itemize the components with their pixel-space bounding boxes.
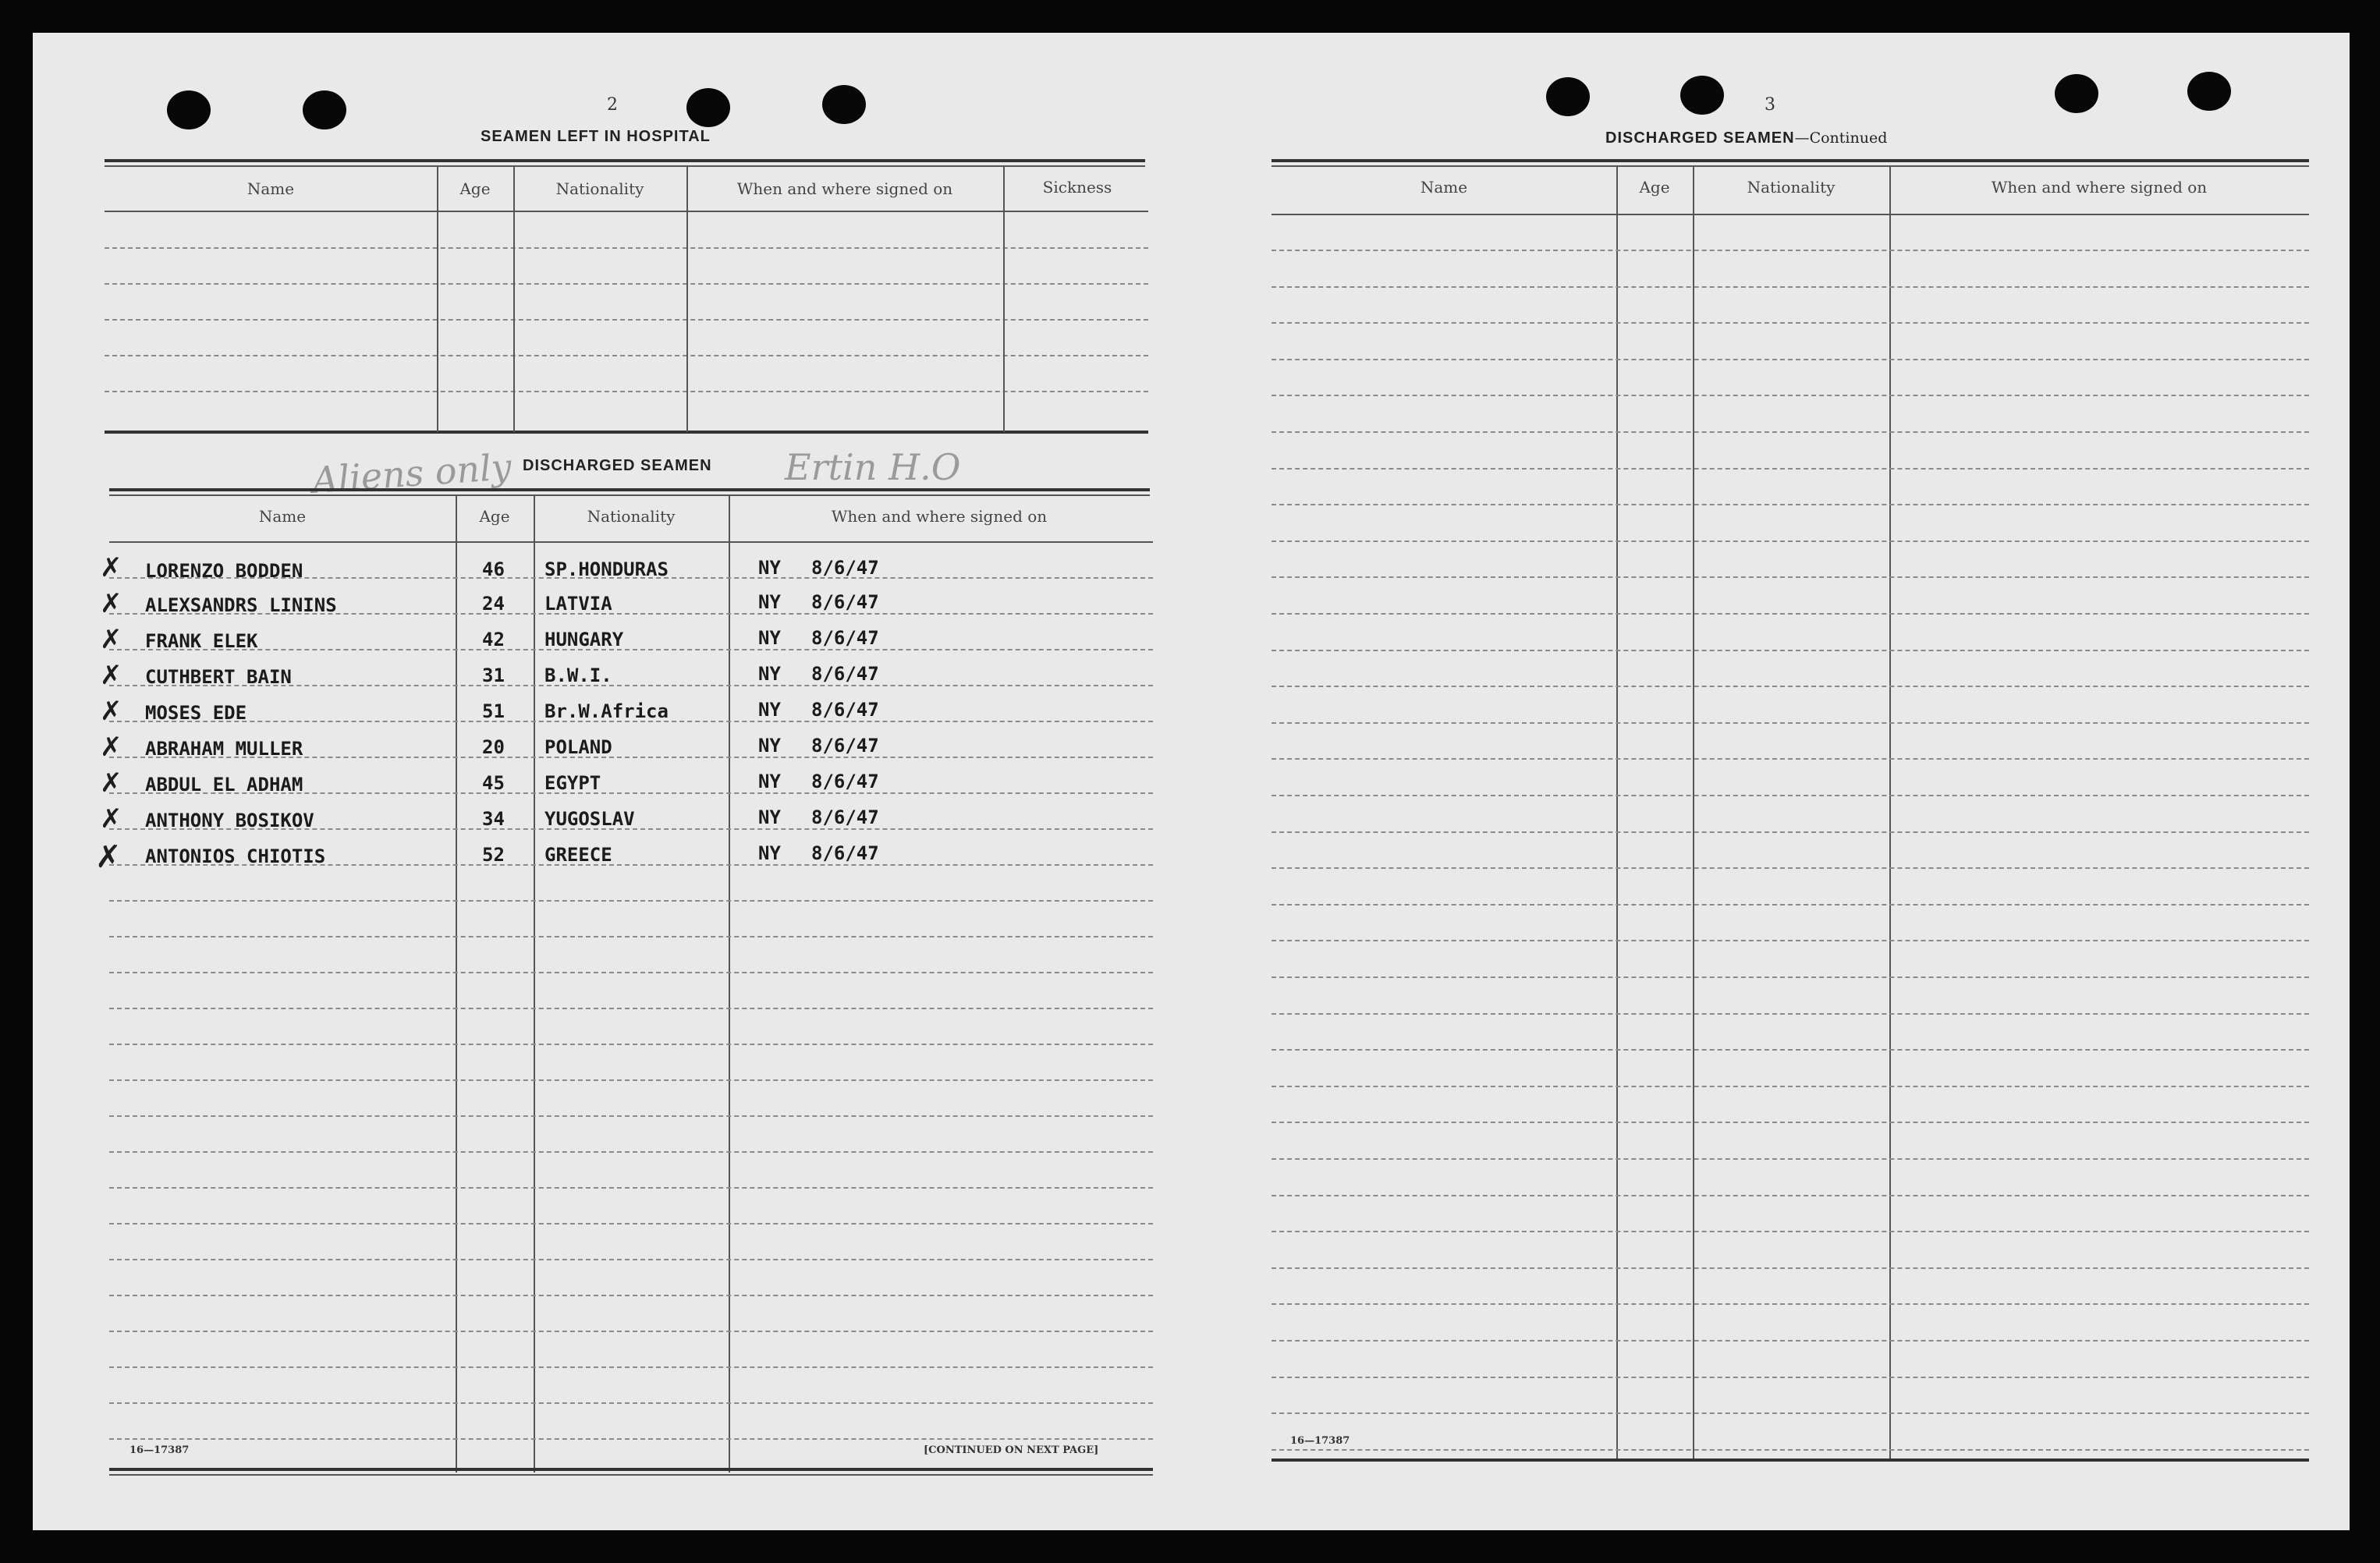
rule	[1272, 1086, 2309, 1087]
col-nationality: Nationality	[587, 507, 676, 526]
rule	[1272, 1122, 2309, 1123]
col-divider	[456, 494, 457, 1473]
rule	[109, 1468, 1153, 1471]
rule	[1272, 214, 2309, 215]
seaman-name: ANTHONY BOSIKOV	[145, 810, 314, 831]
rule	[1272, 504, 2309, 505]
col-divider	[534, 494, 535, 1473]
rule	[109, 1259, 1153, 1260]
rule	[1272, 904, 2309, 906]
punch-hole	[2187, 72, 2231, 111]
seaman-age: 31	[482, 665, 505, 686]
rule	[1272, 686, 2309, 687]
signed-on-date: 8/6/47	[811, 699, 879, 721]
check-mark: ✗	[100, 588, 122, 619]
signed-on-date: 8/6/47	[811, 842, 879, 864]
seaman-nationality: HUNGARY	[544, 629, 624, 650]
punch-hole	[1546, 77, 1590, 116]
signed-on-place: NY	[758, 771, 781, 792]
seaman-name: MOSES EDE	[145, 702, 247, 724]
signed-on-place: NY	[758, 557, 781, 579]
seaman-age: 34	[482, 808, 505, 830]
rule	[109, 721, 1153, 722]
rule	[1272, 650, 2309, 651]
seaman-name: CUTHBERT BAIN	[145, 666, 292, 688]
col-age: Age	[1639, 178, 1670, 197]
signed-on-place: NY	[758, 806, 781, 828]
seaman-name: ABRAHAM MULLER	[145, 738, 303, 760]
rule	[109, 1223, 1153, 1225]
rule	[1272, 1267, 2309, 1269]
signed-on-place: NY	[758, 735, 781, 757]
title-continued: —Continued	[1794, 129, 1888, 147]
rule	[1272, 576, 2309, 578]
right-section-title	[1605, 129, 1887, 147]
rule	[109, 1474, 1153, 1476]
rule	[109, 1331, 1153, 1332]
rule	[1272, 286, 2309, 288]
rule	[109, 900, 1153, 902]
seaman-nationality: EGYPT	[544, 772, 601, 794]
rule	[105, 355, 1148, 356]
col-signed-on: When and where signed on	[736, 179, 953, 198]
rule	[105, 211, 1148, 212]
seaman-nationality: SP.HONDURAS	[544, 558, 669, 580]
signed-on-date: 8/6/47	[811, 806, 879, 828]
rule	[109, 488, 1150, 491]
seaman-age: 20	[482, 736, 505, 758]
hospital-section-title: SEAMEN LEFT IN HOSPITAL	[481, 128, 711, 145]
rule	[109, 1008, 1153, 1009]
rule	[105, 283, 1148, 285]
rule	[109, 685, 1153, 686]
punch-hole	[822, 85, 866, 124]
rule	[1272, 1195, 2309, 1196]
seaman-name: ABDUL EL ADHAM	[145, 774, 303, 796]
rule	[1272, 165, 2309, 167]
rule	[109, 757, 1153, 758]
rule	[1272, 1013, 2309, 1015]
right-page-number: 3	[1765, 95, 1775, 115]
rule	[109, 1366, 1153, 1368]
signed-on-place: NY	[758, 699, 781, 721]
rule	[1272, 159, 2309, 162]
rule	[1272, 1303, 2309, 1305]
col-divider	[686, 165, 688, 432]
seaman-nationality: Br.W.Africa	[544, 700, 669, 722]
rule	[1272, 1449, 2309, 1451]
rule	[109, 792, 1153, 794]
rule	[109, 613, 1153, 615]
rule	[1272, 468, 2309, 470]
punch-hole	[2055, 74, 2098, 113]
rule	[109, 649, 1153, 650]
col-name: Name	[1420, 178, 1468, 197]
rule	[1272, 795, 2309, 796]
col-divider	[1003, 165, 1005, 432]
check-mark: ✗	[100, 767, 122, 799]
signed-on-date: 8/6/47	[811, 735, 879, 757]
check-mark: ✗	[100, 803, 122, 835]
rule	[1272, 1231, 2309, 1232]
rule	[1272, 1049, 2309, 1051]
signed-on-date: 8/6/47	[811, 627, 879, 649]
check-mark: ✗	[100, 696, 122, 727]
rule	[1272, 722, 2309, 724]
rule	[1272, 1340, 2309, 1341]
rule	[1272, 1458, 2309, 1462]
col-divider	[513, 165, 515, 432]
document-sheet	[33, 33, 2350, 1530]
col-nationality: Nationality	[555, 179, 644, 198]
rule	[1272, 1412, 2309, 1414]
discharged-section-title: DISCHARGED SEAMEN	[523, 457, 712, 474]
rule	[109, 577, 1153, 579]
signed-on-place: NY	[758, 842, 781, 864]
rule	[109, 1402, 1153, 1404]
signed-on-date: 8/6/47	[811, 591, 879, 613]
col-signed-on: When and where signed on	[831, 507, 1048, 526]
rule	[105, 391, 1148, 392]
col-nationality: Nationality	[1747, 178, 1836, 197]
rule	[109, 1151, 1153, 1153]
col-name: Name	[247, 179, 295, 198]
rule	[1272, 250, 2309, 251]
form-number: 16—17387	[1290, 1435, 1350, 1447]
rule	[1272, 322, 2309, 324]
seaman-age: 52	[482, 844, 505, 866]
rule	[105, 247, 1148, 249]
seaman-age: 51	[482, 700, 505, 722]
seaman-nationality: POLAND	[544, 736, 612, 758]
rule	[109, 1115, 1153, 1117]
punch-hole	[1680, 76, 1724, 115]
rule	[1272, 831, 2309, 833]
seaman-nationality: YUGOSLAV	[544, 808, 635, 830]
left-page-number: 2	[607, 95, 618, 115]
seaman-age: 46	[482, 558, 505, 580]
signed-on-place: NY	[758, 627, 781, 649]
continued-note: [CONTINUED ON NEXT PAGE]	[924, 1444, 1099, 1456]
rule	[1272, 976, 2309, 978]
rule	[1272, 867, 2309, 869]
signed-on-date: 8/6/47	[811, 663, 879, 685]
rule	[105, 319, 1148, 321]
punch-hole	[686, 88, 730, 127]
rule	[1272, 359, 2309, 360]
signed-on-date: 8/6/47	[811, 557, 879, 579]
col-name: Name	[258, 507, 307, 526]
rule	[105, 431, 1148, 434]
signed-on-date: 8/6/47	[811, 771, 879, 792]
seaman-age: 45	[482, 772, 505, 794]
rule	[1272, 1158, 2309, 1160]
seaman-nationality: LATVIA	[544, 593, 612, 615]
check-mark: ✗	[100, 660, 122, 691]
check-mark: ✗	[100, 552, 122, 583]
rule	[1272, 613, 2309, 615]
rule	[109, 828, 1153, 830]
seaman-age: 24	[482, 593, 505, 615]
signed-on-place: NY	[758, 591, 781, 613]
rule	[109, 972, 1153, 973]
rule	[105, 159, 1145, 162]
rule	[1272, 1377, 2309, 1378]
rule	[1272, 940, 2309, 941]
rule	[105, 165, 1145, 167]
seaman-name: FRANK ELEK	[145, 630, 258, 652]
col-divider	[729, 494, 730, 1473]
seaman-nationality: B.W.I.	[544, 665, 612, 686]
title-main: DISCHARGED SEAMEN	[1605, 129, 1795, 147]
seaman-nationality: GREECE	[544, 844, 612, 866]
col-sickness: Sickness	[1042, 178, 1112, 197]
col-age: Age	[459, 179, 491, 198]
signed-on-place: NY	[758, 663, 781, 685]
seaman-name: LORENZO BODDEN	[145, 560, 303, 582]
rule	[109, 936, 1153, 937]
col-age: Age	[479, 507, 510, 526]
rule	[109, 864, 1153, 866]
rule	[109, 1295, 1153, 1296]
rule	[1272, 540, 2309, 542]
col-divider	[437, 165, 438, 432]
rule	[109, 541, 1153, 543]
check-mark: ✗	[100, 732, 122, 763]
seaman-name: ALEXSANDRS LININS	[145, 594, 337, 616]
handwritten-note: Aliens only	[310, 445, 513, 502]
rule	[109, 1044, 1153, 1045]
check-mark: ✗	[100, 624, 122, 655]
seaman-age: 42	[482, 629, 505, 650]
check-mark: ✗	[95, 839, 122, 875]
rule	[109, 1187, 1153, 1189]
rule	[1272, 395, 2309, 396]
rule	[1272, 431, 2309, 433]
handwritten-note: Ertin H.O	[785, 446, 961, 488]
rule	[109, 1438, 1153, 1440]
col-signed-on: When and where signed on	[1991, 178, 2208, 197]
rule	[109, 1079, 1153, 1081]
form-number: 16—17387	[129, 1444, 190, 1456]
rule	[1272, 758, 2309, 760]
seaman-name: ANTONIOS CHIOTIS	[145, 845, 326, 867]
punch-hole	[167, 90, 211, 129]
punch-hole	[303, 90, 346, 129]
rule	[109, 494, 1150, 496]
